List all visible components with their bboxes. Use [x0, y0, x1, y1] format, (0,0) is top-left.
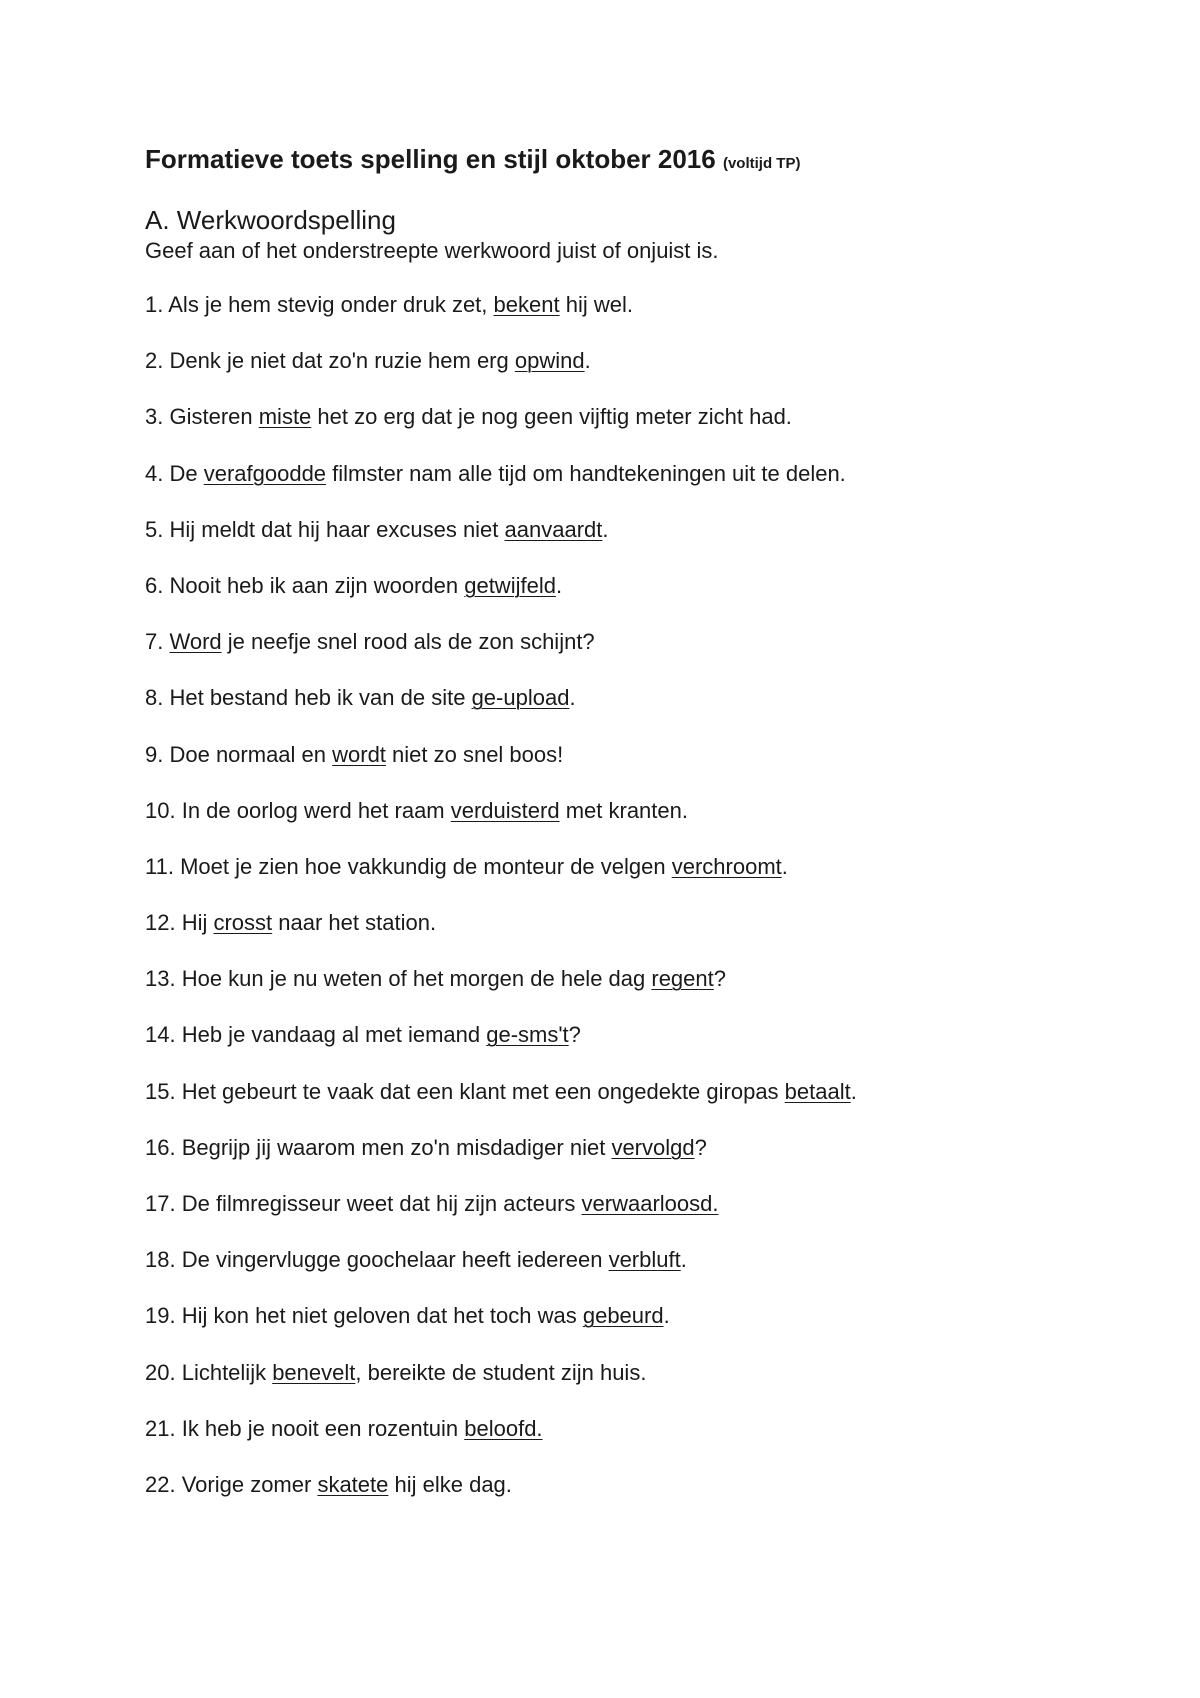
underlined-verb: regent — [651, 966, 714, 992]
underlined-verb: bekent — [493, 292, 560, 317]
question-text-before: De vingervlugge goochelaar heeft iedereen — [175, 1247, 609, 1273]
question-item — [145, 1358, 1145, 1414]
question-text-after: . — [555, 572, 563, 598]
question-item — [145, 459, 1145, 515]
question-text-after: . — [781, 853, 788, 879]
question-text-after: ? — [713, 966, 727, 992]
question-number: 10. — [145, 797, 176, 823]
underlined-verb: miste — [258, 404, 312, 430]
question-number: 13. — [145, 966, 176, 992]
question-number: 3. — [145, 404, 164, 430]
underlined-verb: opwind — [514, 348, 585, 374]
question-item — [145, 402, 1145, 458]
question-number: 8. — [145, 685, 164, 711]
question-number: 5. — [145, 516, 164, 542]
underlined-verb: ge-upload — [471, 685, 570, 711]
question-text-before: Nooit heb ik aan zijn woorden — [163, 572, 465, 598]
question-item — [145, 515, 1145, 571]
question-text-after: filmster nam alle tijd om handtekeningen uit te delen. — [326, 460, 846, 486]
question-text-after: het zo erg dat je nog geen vijftig meter zicht had. — [311, 404, 792, 430]
question-text-before: Heb je vandaag al met iemand — [175, 1022, 487, 1048]
question-text-after: . — [602, 516, 609, 542]
underlined-verb: verchroomt — [671, 853, 782, 879]
question-number: 21. — [145, 1415, 176, 1441]
title-text: Formatieve toets spelling en stijl oktober 2016 — [145, 144, 716, 174]
question-item — [145, 796, 1145, 852]
question-item — [145, 1189, 1145, 1245]
question-number: 14. — [145, 1022, 176, 1048]
question-text-before: De — [163, 460, 204, 486]
question-text-before: Denk je niet dat zo'n ruzie hem erg — [163, 348, 515, 374]
question-item — [145, 1133, 1145, 1189]
question-item — [145, 683, 1145, 739]
question-item — [145, 908, 1145, 964]
underlined-verb: wordt — [332, 741, 386, 767]
question-text-before: Hij kon het niet geloven dat het toch was — [175, 1303, 583, 1329]
question-number: 1. — [145, 292, 164, 317]
question-text-before: Als je hem stevig onder druk zet, — [163, 292, 494, 317]
question-text-after: , bereikte de student zijn huis. — [355, 1359, 647, 1385]
question-number: 19. — [145, 1303, 176, 1329]
question-text-after: . — [680, 1247, 687, 1273]
question-item — [145, 627, 1145, 683]
question-text-after: ? — [568, 1022, 581, 1048]
question-text-before: Hij — [175, 910, 214, 936]
question-number: 22. — [145, 1471, 176, 1497]
section-heading: A. Werkwoordspelling — [145, 205, 396, 235]
question-text-after: je neefje snel rood als de zon schijnt? — [221, 629, 595, 655]
question-item — [145, 852, 1145, 908]
question-item — [145, 964, 1145, 1020]
question-text-after: . — [584, 348, 591, 374]
underlined-verb: gebeurd — [582, 1303, 664, 1329]
question-number: 4. — [145, 460, 164, 486]
underlined-verb: verbluft — [608, 1247, 681, 1273]
question-number: 18. — [145, 1247, 176, 1273]
question-item — [145, 1301, 1145, 1357]
question-number: 15. — [145, 1078, 176, 1104]
question-text-before: Vorige zomer — [175, 1471, 318, 1497]
question-number: 6. — [145, 572, 164, 598]
underlined-verb: crosst — [213, 910, 273, 936]
question-item — [145, 1414, 1145, 1470]
underlined-verb: benevelt — [272, 1359, 356, 1385]
question-text-before: Het gebeurt te vaak dat een klant met een ongedekte giropas — [175, 1078, 785, 1104]
question-item — [145, 1245, 1145, 1301]
question-text-before: Moet je zien hoe vakkundig de monteur de velgen — [173, 853, 672, 879]
question-number: 11. — [145, 853, 174, 879]
question-item — [145, 290, 1145, 346]
instruction-text: Geef aan of het onderstreepte werkwoord juist of onjuist is. — [145, 238, 719, 263]
underlined-verb: betaalt — [784, 1078, 851, 1104]
question-text-before: Ik heb je nooit een rozentuin — [175, 1415, 465, 1441]
underlined-verb: getwijfeld — [464, 572, 556, 598]
title-subtitle: (voltijd TP) — [722, 155, 801, 172]
question-item — [145, 1470, 1145, 1526]
question-item — [145, 1077, 1145, 1133]
underlined-verb: skatete — [317, 1471, 389, 1497]
question-text-before: Doe normaal en — [163, 741, 333, 767]
question-text-after: met kranten. — [559, 797, 688, 823]
question-text-after: ? — [694, 1134, 707, 1160]
question-text-before: Hoe kun je nu weten of het morgen de hele dag — [175, 966, 652, 992]
underlined-verb: ge-sms't — [486, 1022, 569, 1048]
question-item — [145, 740, 1145, 796]
question-number: 9. — [145, 741, 164, 767]
question-text-after: . — [850, 1078, 857, 1104]
underlined-verb: Word — [169, 629, 222, 655]
underlined-verb: aanvaardt — [504, 516, 603, 542]
question-text-before: In de oorlog werd het raam — [175, 797, 451, 823]
underlined-verb: verafgoodde — [203, 460, 327, 486]
question-text-before: Lichtelijk — [175, 1359, 273, 1385]
question-item — [145, 1020, 1145, 1076]
question-number: 17. — [145, 1191, 176, 1216]
question-text-after: . — [663, 1303, 670, 1329]
question-number: 12. — [145, 910, 176, 936]
question-text-before: Gisteren — [163, 404, 259, 430]
question-text-after: hij elke dag. — [388, 1471, 512, 1497]
question-text-after: niet zo snel boos! — [385, 741, 564, 767]
document-title — [145, 142, 800, 181]
question-text-after: hij wel. — [559, 292, 633, 317]
question-text-before: Begrijp jij waarom men zo'n misdadiger niet — [175, 1134, 612, 1160]
question-list — [145, 290, 1145, 1526]
question-text-after: . — [569, 685, 576, 711]
question-number: 7. — [145, 629, 164, 655]
question-item — [145, 571, 1145, 627]
question-text-before: De filmregisseur weet dat hij zijn acteurs — [175, 1191, 582, 1216]
underlined-verb: verwaarloosd. — [581, 1191, 719, 1216]
question-text-before: Het bestand heb ik van de site — [163, 685, 472, 711]
underlined-verb: vervolgd — [611, 1134, 695, 1160]
question-number: 2. — [145, 348, 164, 374]
question-number: 20. — [145, 1359, 176, 1385]
question-number: 16. — [145, 1134, 176, 1160]
underlined-verb: beloofd. — [464, 1415, 543, 1441]
question-text-before: Hij meldt dat hij haar excuses niet — [163, 516, 505, 542]
underlined-verb: verduisterd — [450, 797, 560, 823]
question-item — [145, 346, 1145, 402]
question-text-after: naar het station. — [272, 910, 437, 936]
